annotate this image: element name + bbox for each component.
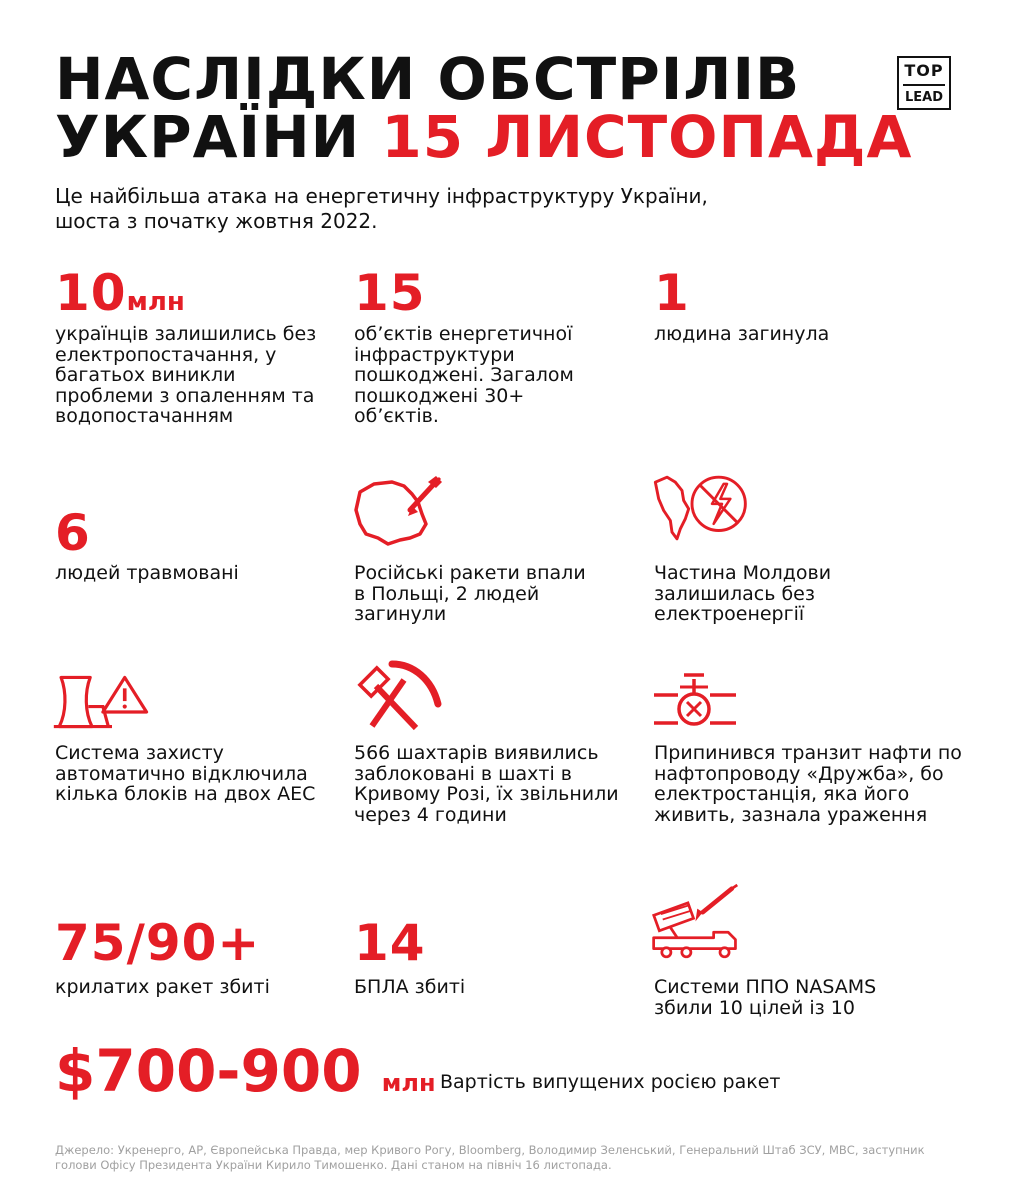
stat-text-injured: людей травмовані	[55, 562, 239, 584]
air-defense-launcher-icon	[650, 880, 750, 960]
stat-value-energy-objects: 15	[354, 264, 426, 322]
stat-text-nasams: Системи ППО NASAMS збили 10 цілей із 10	[654, 976, 877, 1019]
cost-unit: млн	[381, 1069, 436, 1097]
source-note: Джерело: Укренерго, AP, Європейська Правда, мер Кривого Рогу, Bloomberg, Володимир Зеленський, Генеральний Штаб ЗСУ, МВС, заступник голови Офісу Президента України Кирило Тимошенко. Дані станом на північ 16 листопада.	[55, 1143, 925, 1172]
stat-value-blackout: 10млн	[55, 264, 185, 322]
page-title-line-1: НАСЛІДКИ ОБСТРІЛІВ	[55, 45, 801, 113]
hammer-pickaxe-icon	[352, 658, 452, 738]
stat-text-poland: Російські ракети впали в Польщі, 2 людей загинули	[354, 562, 586, 625]
cost-value: $700-900 млн	[55, 1037, 436, 1105]
stat-text-npp: Система захисту автоматично відключила кілька блоків на двох АЕС	[55, 742, 316, 805]
stat-text-blackout: українців залишились без електропостачання, у багатьох виникли проблеми з опаленням та водопостачанням	[55, 323, 317, 427]
stat-text-moldova: Частина Молдови залишилась без електроенергії	[654, 562, 832, 625]
top-lead-logo	[897, 56, 951, 110]
cost-text: Вартість випущених росією ракет	[440, 1071, 781, 1093]
stat-text-cruise-missiles: крилатих ракет збиті	[55, 976, 270, 998]
nuclear-plant-warning-icon	[52, 662, 152, 742]
page-title-line-2	[55, 103, 913, 171]
moldova-no-power-icon	[652, 468, 752, 548]
logo-top: TOP	[903, 58, 945, 86]
stat-value-drones: 14	[354, 914, 426, 972]
stat-value-cruise-missiles: 75/90+	[55, 914, 261, 972]
title-black-part: УКРАЇНИ	[55, 103, 382, 171]
stat-value-killed: 1	[654, 264, 690, 322]
stat-unit: млн	[126, 287, 185, 317]
stat-value-injured: 6	[55, 504, 91, 562]
pipeline-valve-icon	[652, 660, 752, 740]
stat-text-energy-objects: об’єктів енергетичної інфраструктури пошкоджені. Загалом пошкоджені 30+ об’єктів.	[354, 323, 574, 427]
subtitle: Це найбільша атака на енергетичну інфраструктуру України, шоста з початку жовтня 2022.	[55, 184, 708, 233]
title-date: 15 ЛИСТОПАДА	[381, 103, 913, 171]
stat-text-miners: 566 шахтарів виявились заблоковані в шахті в Кривому Розі, їх звільнили через 4 години	[354, 742, 619, 826]
logo-lead: LEAD	[904, 90, 944, 105]
stat-text-drones: БПЛА збиті	[354, 976, 466, 998]
stat-text-pipeline: Припинився транзит нафти по нафтопроводу «Дружба», бо електростанція, яка його живить, зазнала ураження	[654, 742, 962, 826]
stat-text-killed: людина загинула	[654, 323, 830, 345]
poland-map-missile-icon	[352, 472, 452, 552]
